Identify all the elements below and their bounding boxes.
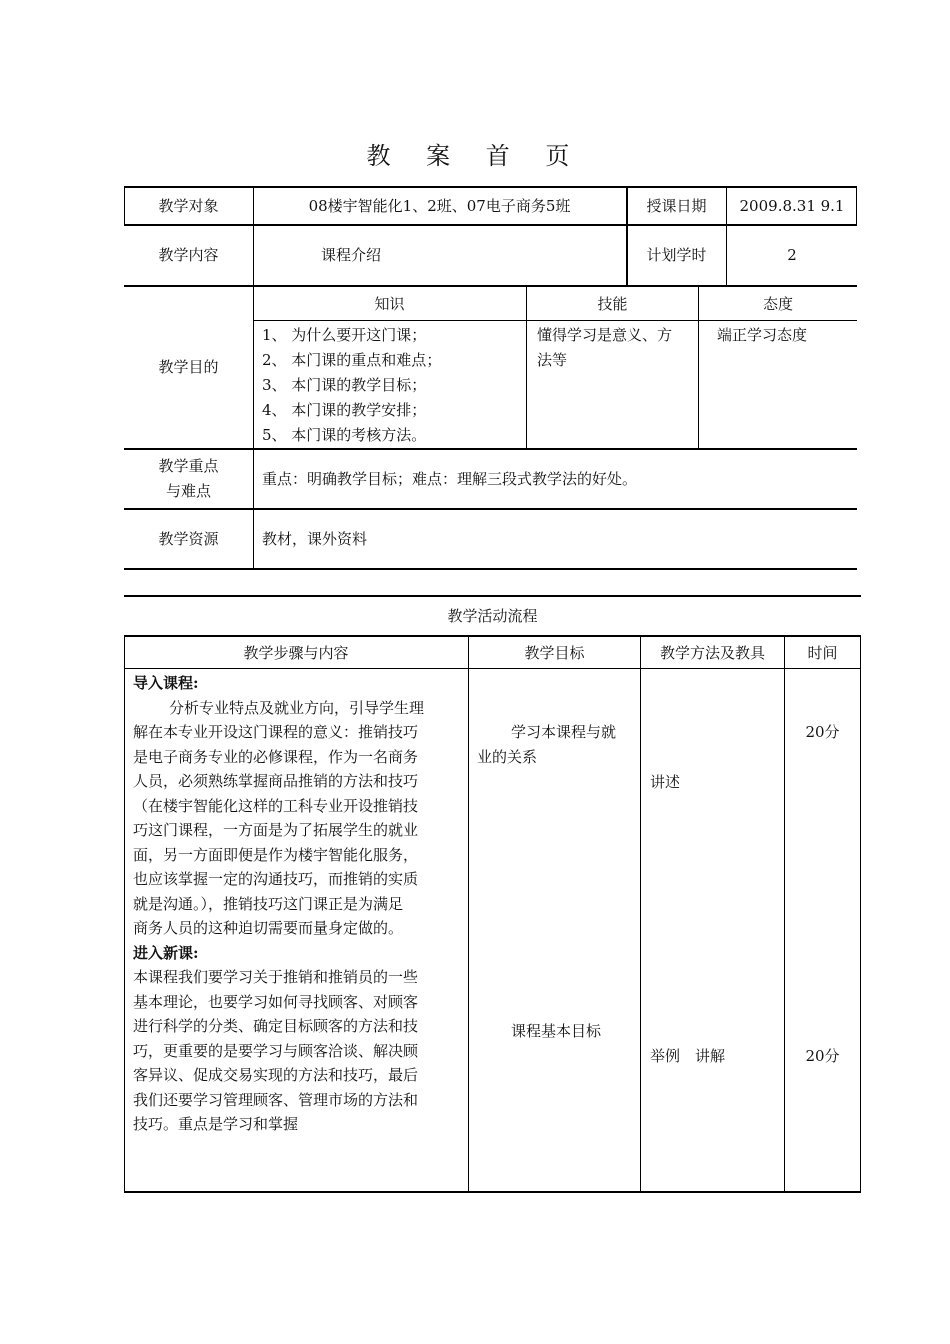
table-border (124, 224, 857, 226)
table-border (468, 636, 469, 1192)
method-2: 举例 讲解 (650, 1047, 726, 1065)
table-border (124, 448, 857, 450)
target-value: 08楼宇智能化1、2班、07电子商务5班 (308, 197, 571, 215)
time-1: 20分 (805, 723, 840, 741)
resource-value: 教材，课外资料 (262, 530, 368, 548)
column-time: 时间 (807, 644, 838, 662)
knowledge-list (262, 323, 441, 448)
hours-label: 计划学时 (646, 246, 707, 264)
date-label: 授课日期 (646, 197, 707, 215)
goal-label: 教学目的 (158, 358, 219, 376)
list-item: 3、 本门课的教学目标； (262, 376, 427, 394)
skill-text: 懂得学习是意义、方 法等 (537, 326, 673, 369)
column-skill: 技能 (597, 295, 628, 313)
steps-content: 导入课程: 分析专业特点及就业方向，引导学生理 解在本专业开设这门课程的意义：推销技巧 是电子商务专业的必修课程，作为一名商务 人员，必须熟练掌握商品推销的方法和技巧 （在楼宇智能化这样的工科专业开设推销技 巧这门课程，一方面是为了拓展学生的就业 面，另一方面即便是作为楼宇智能化服务， 也应该掌握一定的沟通技巧，而推销的实质 就是沟通。），推销技巧这门课正是为满足 商务人员的这种迫切需要而量身定做的。 进入新课: 本课程我们要学习关于推销和推销员的一些 基本理论，也要学习如何寻找顾客、对顾客 进行科学的分类、确定目标顾客的方法和技 巧，更重要的是要学习与顾客洽谈、解决顾 客异议、促成交易实现的方法和技巧，最后 我们还要学习管理顾客、管理市场的方法和 技巧。重点是学习和掌握 (133, 674, 425, 1133)
table-border (124, 568, 857, 570)
table-border (124, 1191, 861, 1193)
section-heading: 导入课程: (133, 674, 199, 692)
column-goal: 教学目标 (524, 644, 585, 662)
table-border (124, 636, 125, 1192)
content-value: 课程介绍 (321, 246, 382, 264)
column-steps: 教学步骤与内容 (243, 644, 349, 662)
page-title: 教 案 首 页 (366, 142, 584, 170)
target-label: 教学对象 (158, 197, 219, 215)
activity-caption: 教学活动流程 (447, 607, 538, 625)
attitude-text: 端正学习态度 (717, 326, 808, 344)
key-label: 教学重点 与难点 (158, 457, 219, 500)
column-attitude: 态度 (762, 295, 793, 313)
key-value: 重点：明确教学目标；难点：理解三段式教学法的好处。 (262, 470, 638, 488)
hours-value: 2 (787, 246, 797, 264)
table-border (640, 636, 641, 1192)
column-knowledge: 知识 (374, 295, 405, 313)
date-value: 2009.8.31 9.1 (739, 197, 845, 215)
table-border (124, 285, 857, 287)
table-border (124, 508, 857, 510)
table-border (253, 320, 857, 321)
list-item: 1、 为什么要开这门课； (262, 326, 427, 344)
column-method: 教学方法及教具 (659, 644, 765, 662)
table-border (860, 636, 861, 1192)
goal-2: 课程基本目标 (511, 1022, 602, 1040)
table-border (253, 286, 254, 569)
resource-label: 教学资源 (158, 530, 219, 548)
content-label: 教学内容 (158, 246, 219, 264)
list-item: 4、 本门课的教学安排； (262, 401, 427, 419)
method-1: 讲述 (650, 773, 681, 791)
goal-1: 学习本课程与就 业的关系 (477, 723, 617, 766)
list-item: 5、 本门课的考核方法。 (262, 426, 427, 444)
table-border (124, 595, 861, 597)
table-border (124, 186, 857, 188)
section-heading: 进入新课: (133, 943, 199, 962)
list-item: 2、 本门课的重点和难点； (262, 351, 442, 369)
table-border (124, 635, 861, 637)
time-2: 20分 (805, 1047, 840, 1065)
table-border (124, 668, 861, 669)
